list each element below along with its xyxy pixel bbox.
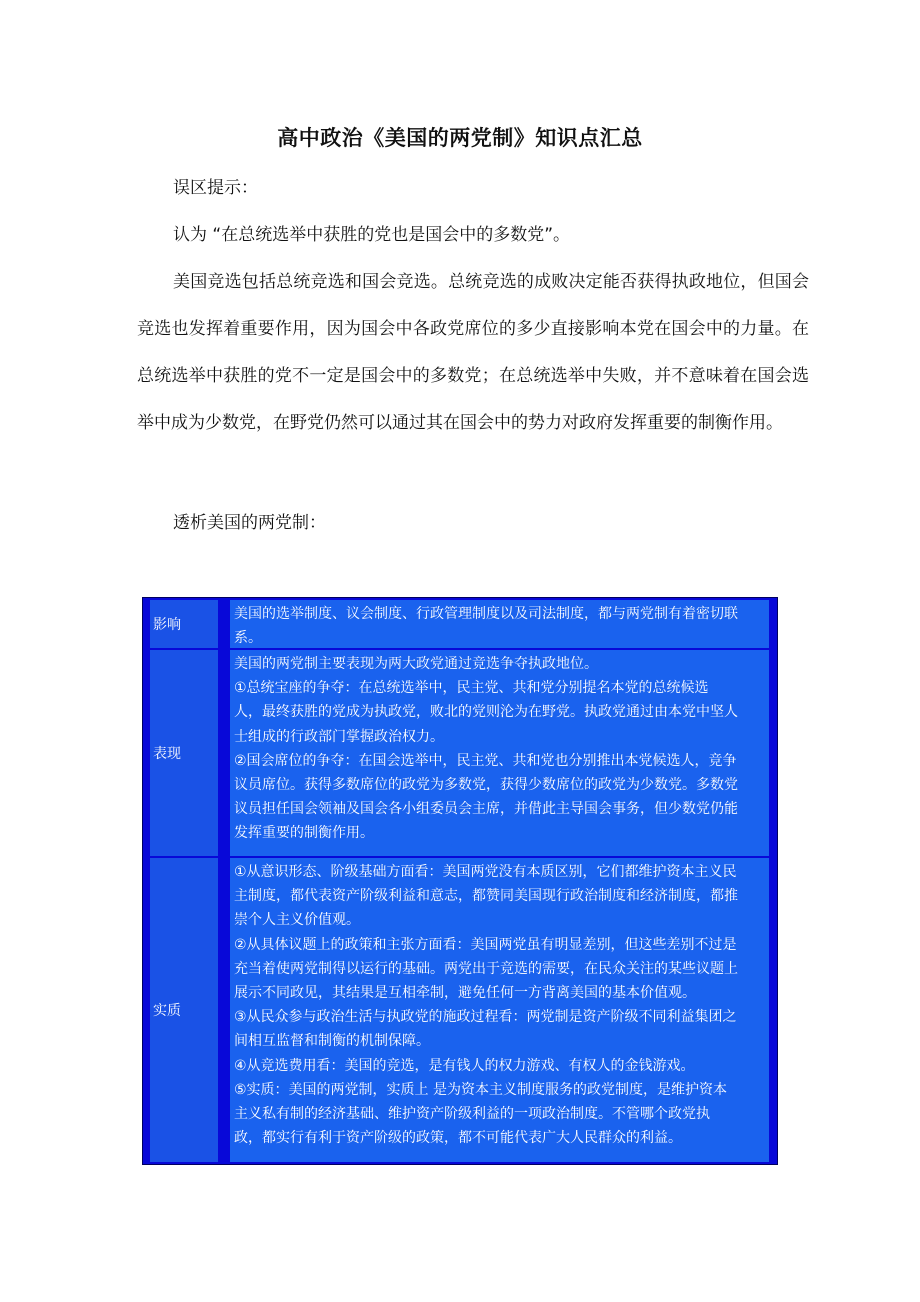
content-line: 美国的两党制主要表现为两大政党通过竞选争夺执政地位。: [234, 656, 598, 672]
content-line: 主义私有制的经济基础、维护资产阶级利益的一项政治制度。不管哪个政党执: [234, 1106, 710, 1123]
content-line: 议员担任国会领袖及国会各小组委员会主席，并借此主导国会事务，但少数党仍能: [234, 801, 738, 818]
row-content: [230, 858, 769, 1162]
row-content: [230, 650, 769, 856]
analysis-heading: 透析美国的两党制：: [173, 513, 326, 533]
row-label: 实质: [150, 858, 218, 1162]
content-line: 士组成的行政部门掌握政治权力。: [234, 728, 444, 745]
row-content: [230, 600, 769, 648]
misconception-text: 认为 “在总统选举中获胜的党也是国会中的多数党”。: [173, 225, 571, 245]
table-row-manifestation: [143, 650, 777, 856]
content-line: 系。: [234, 630, 262, 647]
content-line: 美国的选举制度、议会制度、行政管理制度以及司法制度，都与两党制有着密切联: [234, 606, 738, 622]
page-title: 高中政治《美国的两党制》知识点汇总: [277, 126, 643, 150]
content-line: 间相互监督和制衡的机制保障。: [234, 1033, 430, 1050]
content-line: ①总统宝座的争夺：在总统选举中，民主党、共和党分别提名本党的总统候选: [234, 680, 709, 697]
content-line: 议员席位。获得多数席位的政党为多数党，获得少数席位的政党为少数党。多数党: [234, 777, 738, 794]
table-row-essence: [143, 858, 777, 1162]
content-line: 发挥重要的制衡作用。: [234, 825, 374, 842]
content-line: ④从竞选费用看：美国的竞选，是有钱人的权力游戏、有权人的金钱游戏。: [234, 1057, 695, 1074]
row-label: 表现: [150, 650, 218, 856]
content-line: ②从具体议题上的政策和主张方面看：美国两党虽有明显差别，但这些差别不过是: [234, 936, 737, 953]
content-line: ③从民众参与政治生活与执政党的施政过程看：两党制是资产阶级不同利益集团之: [234, 1009, 737, 1026]
content-line: ⑤实质：美国的两党制，实质上 是为资本主义制度服务的政党制度，是维护资本: [234, 1081, 727, 1098]
table-row-influence: [143, 600, 777, 648]
content-line: 人，最终获胜的党成为执政党，败北的党则沦为在野党。执政党通过由本党中坚人: [234, 704, 738, 721]
pitfall-heading: 误区提示：: [173, 178, 258, 198]
two-party-table: [142, 597, 778, 1165]
content-line: 政，都实行有利于资产阶级的政策，都不可能代表广大人民群众的利益。: [234, 1130, 682, 1147]
content-line: 充当着使两党制得以运行的基础。两党出于竞选的需要，在民众关注的某些议题上: [234, 960, 738, 977]
content-line: ①从意识形态、阶级基础方面看：美国两党没有本质区别，它们都维护资本主义民: [234, 864, 737, 880]
row-label: 影响: [150, 600, 218, 648]
content-line: ②国会席位的争夺：在国会选举中，民主党、共和党也分别推出本党候选人，竞争: [234, 752, 737, 769]
explanation-paragraph: 美国竞选包括总统竞选和国会竞选。总统竞选的成败决定能否获得执政地位，但国会竞选也发挥着重要作用，因为国会中各政党席位的多少直接影响本党在国会中的力量。在总统选举中获胜的党不一定是国会中的多数党；在总统选举中失败，并不意味着在国会选举中成为少数党，在野党仍然可以通过其在国会中的势力对政府发挥重要的制衡作用。: [137, 272, 809, 433]
content-line: 主制度，都代表资产阶级利益和意志，都赞同美国现行政治制度和经济制度，都推: [234, 888, 738, 905]
content-line: 展示不同政见，其结果是互相牵制，避免任何一方背离美国的基本价值观。: [234, 985, 696, 1002]
content-line: 崇个人主义价值观。: [234, 912, 360, 929]
